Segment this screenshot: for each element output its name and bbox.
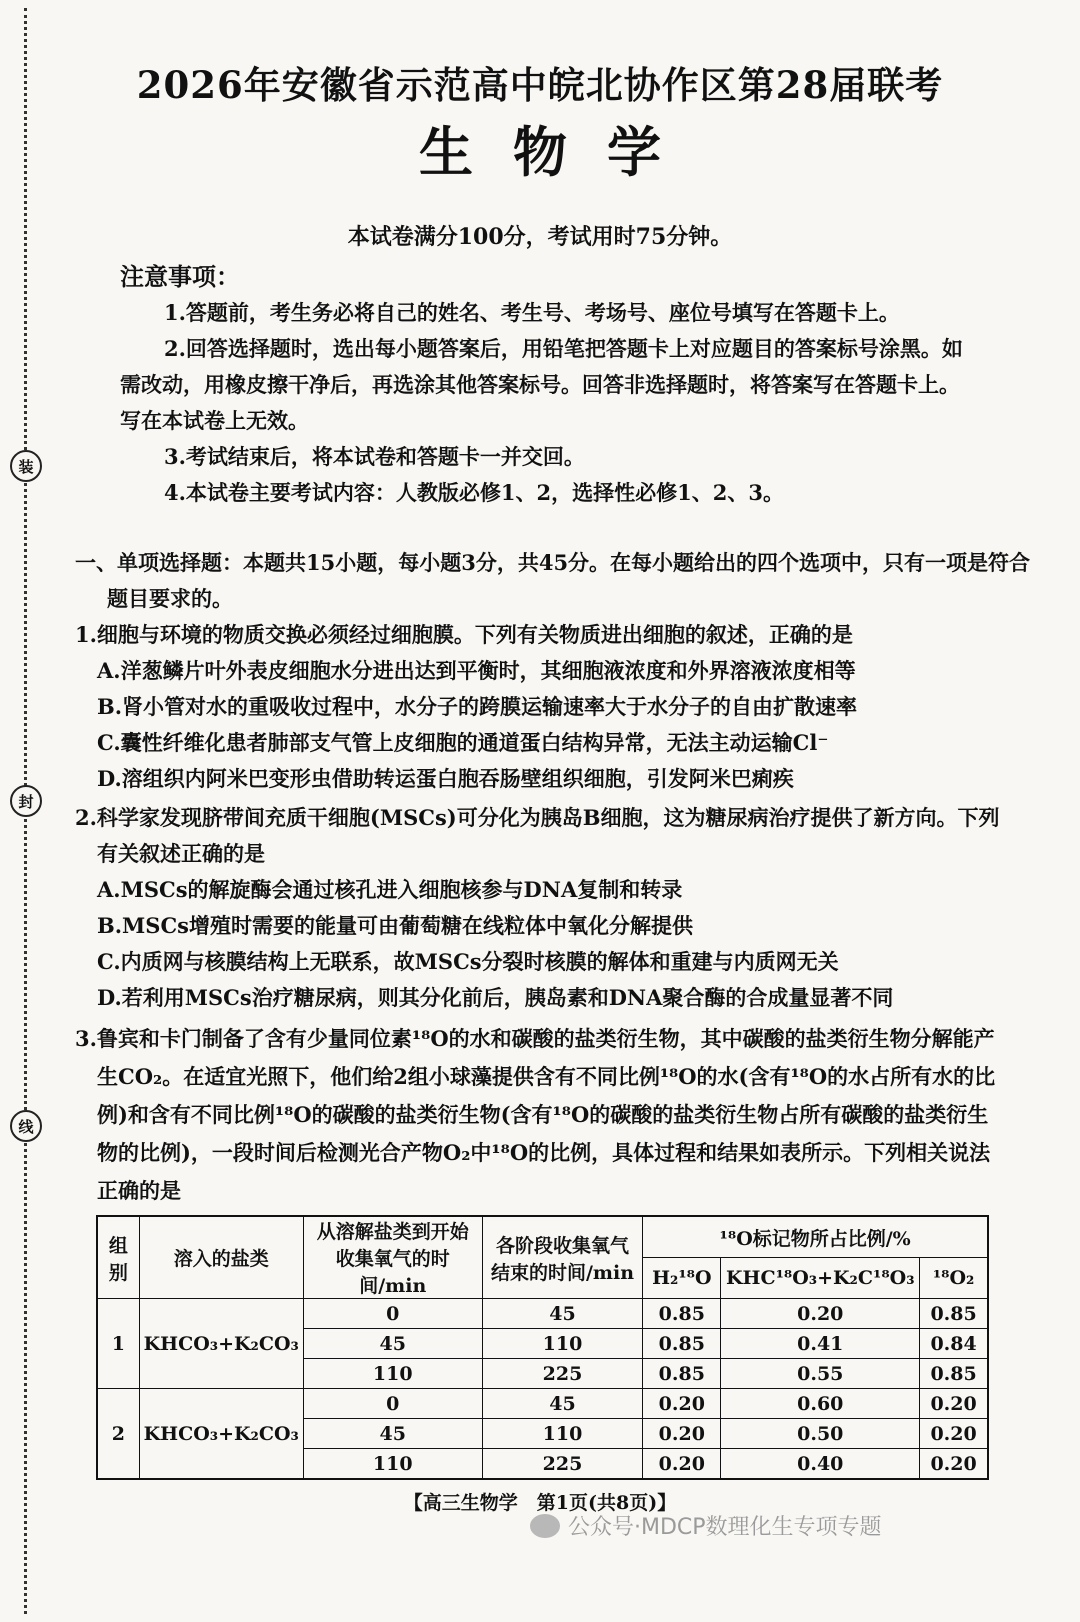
group-id: 2 xyxy=(97,1389,139,1480)
cell-end: 110 xyxy=(482,1419,643,1449)
cell-o2: 0.85 xyxy=(920,1359,988,1389)
cell-h2o: 0.85 xyxy=(643,1299,721,1329)
wechat-icon xyxy=(530,1514,560,1538)
cell-end: 45 xyxy=(482,1389,643,1419)
header-ratio: ¹⁸O标记物所占比例/% xyxy=(643,1216,988,1258)
option-d: D.溶组织内阿米巴变形虫借助转运蛋白胞吞肠壁组织细胞，引发阿米巴痢疾 xyxy=(97,766,794,791)
group-salt: KHCO₃+K₂CO₃ xyxy=(139,1299,303,1389)
cell-carbonate: 0.50 xyxy=(721,1419,920,1449)
binding-mark-xian: 线 xyxy=(10,1110,42,1142)
cell-end: 45 xyxy=(482,1299,643,1329)
cell-h2o: 0.85 xyxy=(643,1359,721,1389)
subject-title: 生物学 xyxy=(419,120,701,184)
cell-carbonate: 0.41 xyxy=(721,1329,920,1359)
notice-item: 2.回答选择题时，选出每小题答案后，用铅笔把答题卡上对应题目的答案标号涂黑。如需改动，用橡皮擦干净后，再选涂其他答案标号。回答非选择题时，将答案写在答题卡上。写在本试卷上无效。 xyxy=(120,336,963,433)
notice-item: 3.考试结束后，将本试卷和答题卡一并交回。 xyxy=(164,444,585,469)
option-b: B.肾小管对水的重吸收过程中，水分子的跨膜运输速率大于水分子的自由扩散速率 xyxy=(97,694,858,719)
question-stem: 2.科学家发现脐带间充质干细胞(MSCs)可分化为胰岛B细胞，这为糖尿病治疗提供了新方向。下列有关叙述正确的是 xyxy=(75,805,1000,866)
cell-carbonate: 0.40 xyxy=(721,1449,920,1480)
option-b: B.MSCs增殖时需要的能量可由葡萄糖在线粒体中氧化分解提供 xyxy=(97,913,694,938)
cell-end: 225 xyxy=(482,1449,643,1480)
cell-carbonate: 0.55 xyxy=(721,1359,920,1389)
exam-info: 本试卷满分100分，考试用时75分钟。 xyxy=(347,224,733,250)
cell-start: 45 xyxy=(303,1419,482,1449)
cell-o2: 0.20 xyxy=(920,1389,988,1419)
cell-start: 45 xyxy=(303,1329,482,1359)
cell-end: 110 xyxy=(482,1329,643,1359)
cell-h2o: 0.20 xyxy=(643,1449,721,1480)
option-c: C.内质网与核膜结构上无联系，故MSCs分裂时核膜的解体和重建与内质网无关 xyxy=(97,949,839,974)
header-carbonate: KHC¹⁸O₃+K₂C¹⁸O₃ xyxy=(721,1258,920,1299)
header-start-time: 从溶解盐类到开始收集氧气的时间/min xyxy=(303,1216,482,1299)
cell-end: 225 xyxy=(482,1359,643,1389)
cell-start: 0 xyxy=(303,1389,482,1419)
question-3 xyxy=(75,1020,1000,1210)
watermark-text: 公众号·MDCP数理化生专项专题 xyxy=(568,1515,882,1540)
notice-item: 4.本试卷主要考试内容：人教版必修1、2，选择性必修1、2、3。 xyxy=(164,480,784,505)
cell-h2o: 0.85 xyxy=(643,1329,721,1359)
cell-start: 110 xyxy=(303,1359,482,1389)
cell-carbonate: 0.60 xyxy=(721,1389,920,1419)
notice-item: 1.答题前，考生务必将自己的姓名、考生号、考场号、座位号填写在答题卡上。 xyxy=(164,300,900,325)
header-salt: 溶入的盐类 xyxy=(139,1216,303,1299)
table-row xyxy=(97,1389,988,1419)
group-id: 1 xyxy=(97,1299,139,1389)
watermark xyxy=(530,1510,882,1541)
header-end-time: 各阶段收集氧气结束的时间/min xyxy=(482,1216,643,1299)
cell-o2: 0.20 xyxy=(920,1419,988,1449)
header-group: 组别 xyxy=(97,1216,139,1299)
exam-title: 2026年安徽省示范高中皖北协作区第28届联考 xyxy=(136,63,944,107)
notice-heading: 注意事项： xyxy=(120,262,240,291)
cell-o2: 0.20 xyxy=(920,1449,988,1480)
cell-start: 0 xyxy=(303,1299,482,1329)
question-stem: 3.鲁宾和卡门制备了含有少量同位素¹⁸O的水和碳酸的盐类衍生物，其中碳酸的盐类衍生物分解能产生CO₂。在适宜光照下，他们给2组小球藻提供含有不同比例¹⁸O的水(含有¹⁸O的水占所有水的比例)和含有不同比例¹⁸O的碳酸的盐类衍生物(含有¹⁸O的碳酸的盐类衍生物占所有碳酸的盐类衍生物的比例)，一段时间后检测光合产物O₂中¹⁸O的比例，具体过程和结果如表所示。下列相关说法正确的是 xyxy=(75,1026,996,1203)
question-2 xyxy=(75,800,1000,1016)
page-footer: 【高三生物学 第1页(共8页)】 xyxy=(403,1492,677,1514)
option-a: A.MSCs的解旋酶会通过核孔进入细胞核参与DNA复制和转录 xyxy=(97,877,683,902)
header-o2: ¹⁸O₂ xyxy=(920,1258,988,1299)
header-h2o: H₂¹⁸O xyxy=(643,1258,721,1299)
binding-mark-feng: 封 xyxy=(10,785,42,817)
cell-o2: 0.85 xyxy=(920,1299,988,1329)
table-row xyxy=(97,1299,988,1329)
binding-mark-zhuang: 装 xyxy=(10,450,42,482)
cell-h2o: 0.20 xyxy=(643,1389,721,1419)
question-1 xyxy=(75,617,1000,797)
option-c: C.囊性纤维化患者肺部支气管上皮细胞的通道蛋白结构异常，无法主动运输Cl⁻ xyxy=(97,730,829,755)
cell-h2o: 0.20 xyxy=(643,1419,721,1449)
option-a: A.洋葱鳞片叶外表皮细胞水分进出达到平衡时，其细胞液浓度和外界溶液浓度相等 xyxy=(97,658,856,683)
question-stem: 1.细胞与环境的物质交换必须经过细胞膜。下列有关物质进出细胞的叙述，正确的是 xyxy=(75,622,853,647)
cell-start: 110 xyxy=(303,1449,482,1480)
group-salt: KHCO₃+K₂CO₃ xyxy=(139,1389,303,1480)
results-table xyxy=(96,1215,989,1480)
cell-o2: 0.84 xyxy=(920,1329,988,1359)
option-d: D.若利用MSCs治疗糖尿病，则其分化前后，胰岛素和DNA聚合酶的合成量显著不同 xyxy=(97,985,894,1010)
notice-list xyxy=(120,295,980,511)
cell-carbonate: 0.20 xyxy=(721,1299,920,1329)
section-heading: 一、单项选择题：本题共15小题，每小题3分，共45分。在每小题给出的四个选项中，只有一项是符合题目要求的。 xyxy=(75,550,1031,611)
